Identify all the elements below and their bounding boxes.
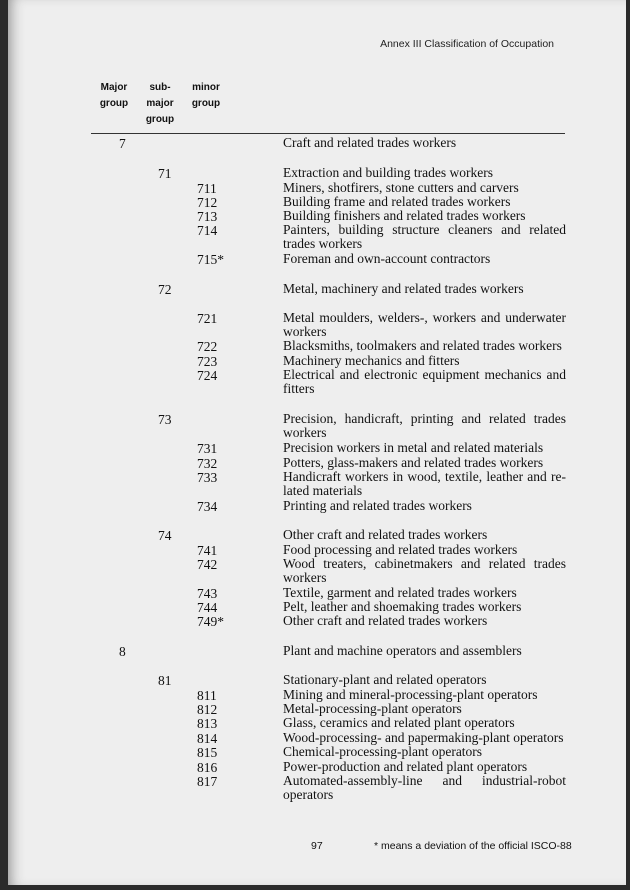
minor-group-code: 732 — [197, 456, 218, 471]
minor-group-code: 711 — [197, 181, 217, 196]
minor-group-title: Building frame and related trades workers — [283, 194, 511, 209]
minor-group-code: 813 — [197, 716, 218, 731]
minor-group-title: Automated-assembly-line and industrial-robot operators — [283, 773, 566, 802]
minor-group-title: Building finishers and related trades workers — [283, 208, 526, 223]
minor-group-code: 744 — [197, 600, 218, 615]
minor-group-code: 723 — [197, 354, 218, 369]
minor-group-title: Other craft and related trades workers — [283, 613, 488, 628]
minor-group-title: Foreman and own-account contractors — [283, 251, 491, 266]
minor-group-title: Metal moulders, welders-, workers and underwater workers — [283, 310, 566, 339]
minor-group-code: 814 — [197, 731, 218, 746]
minor-group-code: 733 — [197, 470, 218, 485]
minor-group-title: Handicraft workers in wood, textile, leather and re-lated materials — [283, 469, 566, 498]
minor-group-title: Miners, shotfirers, stone cutters and carvers — [283, 180, 519, 195]
minor-group-code: 815 — [197, 745, 218, 760]
minor-group-title: Machinery mechanics and fitters — [283, 353, 460, 368]
column-header-minor-line2: group — [191, 98, 221, 109]
major-group-title: Plant and machine operators and assemblers — [283, 643, 522, 658]
minor-group-code: 811 — [197, 688, 217, 703]
sub-group-code: 81 — [158, 673, 172, 688]
column-header-major-group — [92, 80, 136, 112]
sub-group-title: Other craft and related trades workers — [283, 527, 488, 542]
page-number: 97 — [311, 840, 323, 852]
minor-group-title: Precision workers in metal and related materials — [283, 440, 544, 455]
minor-group-title: Pelt, leather and shoemaking trades workers — [283, 599, 522, 614]
sub-group-title: Precision, handicraft, printing and related trades workers — [283, 411, 566, 440]
minor-group-code: 731 — [197, 441, 218, 456]
minor-group-title: Glass, ceramics and related plant operators — [283, 715, 515, 730]
minor-group-title: Blacksmiths, toolmakers and related trades workers — [283, 338, 562, 353]
minor-group-code: 817 — [197, 774, 218, 789]
minor-group-code: 812 — [197, 702, 218, 717]
column-header-sub-line2: major — [146, 98, 174, 109]
minor-group-title: Food processing and related trades workers — [283, 542, 518, 557]
document-page — [8, 0, 626, 885]
minor-group-title: Painters, building structure cleaners and related trades workers — [283, 222, 566, 251]
minor-group-code: 742 — [197, 557, 218, 572]
minor-group-title: Power-production and related plant operators — [283, 759, 528, 774]
sub-group-title: Stationary-plant and related operators — [283, 672, 487, 687]
running-header: Annex III Classification of Occupation — [380, 38, 554, 50]
minor-group-title: Wood treaters, cabinetmakers and related trades workers — [283, 556, 566, 585]
minor-group-title: Metal-processing-plant operators — [283, 701, 462, 716]
column-header-sub-major-group — [138, 80, 182, 128]
column-header-sub-line1: sub- — [149, 82, 171, 93]
column-header-sub-line3: group — [145, 114, 175, 125]
minor-group-title: Chemical-processing-plant operators — [283, 744, 483, 759]
major-group-code: 7 — [119, 136, 126, 151]
sub-group-code: 74 — [158, 528, 172, 543]
minor-group-code: 734 — [197, 499, 218, 514]
minor-group-code: 816 — [197, 760, 218, 775]
minor-group-code: 721 — [197, 311, 218, 326]
column-header-major-line1: Major — [100, 82, 128, 93]
header-rule — [91, 133, 565, 134]
column-header-minor-line1: minor — [192, 82, 220, 93]
sub-group-title: Extraction and building trades workers — [283, 165, 493, 180]
sub-group-code: 73 — [158, 412, 172, 427]
minor-group-title: Mining and mineral-processing-plant operators — [283, 687, 538, 702]
minor-group-code: 712 — [197, 195, 218, 210]
sub-group-code: 71 — [158, 166, 172, 181]
sub-group-code: 72 — [158, 282, 172, 297]
minor-group-code: 715* — [197, 252, 224, 267]
minor-group-title: Textile, garment and related trades workers — [283, 585, 517, 600]
minor-group-code: 741 — [197, 543, 218, 558]
minor-group-title: Electrical and electronic equipment mechanics and fitters — [283, 367, 566, 396]
minor-group-code: 713 — [197, 209, 218, 224]
column-header-minor-group — [184, 80, 228, 112]
footnote: * means a deviation of the official ISCO-88 — [374, 840, 572, 852]
sub-group-title: Metal, machinery and related trades workers — [283, 281, 524, 296]
minor-group-code: 714 — [197, 223, 218, 238]
major-group-code: 8 — [119, 644, 126, 659]
minor-group-code: 743 — [197, 586, 218, 601]
minor-group-title: Wood-processing- and papermaking-plant operators — [283, 730, 564, 745]
minor-group-code: 749* — [197, 614, 224, 629]
minor-group-code: 724 — [197, 368, 218, 383]
major-group-title: Craft and related trades workers — [283, 135, 457, 150]
minor-group-title: Printing and related trades workers — [283, 498, 472, 513]
minor-group-code: 722 — [197, 339, 218, 354]
column-header-major-line2: group — [99, 98, 129, 109]
minor-group-title: Potters, glass-makers and related trades workers — [283, 455, 544, 470]
